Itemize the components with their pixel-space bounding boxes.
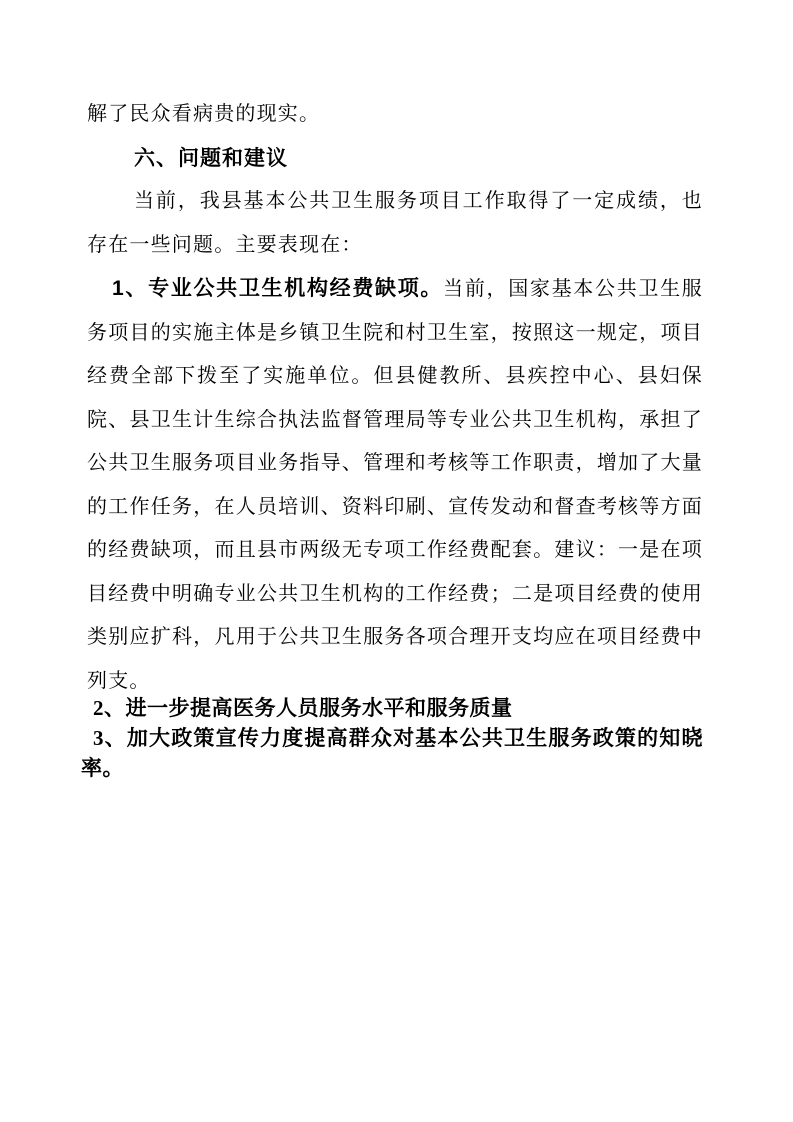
item-2-heading: 2、进一步提高医务人员服务水平和服务质量: [93, 696, 513, 720]
item-1-lead: 1、专业公共卫生机构经费缺项。: [112, 277, 444, 300]
item-1-paragraph: [87, 267, 703, 703]
suggestion-items: [81, 693, 703, 783]
document-content: [81, 93, 703, 783]
continuation-line: 解了民众看病贵的现实。: [87, 103, 321, 125]
section-heading: 六、问题和建议: [134, 146, 288, 170]
item-1-body: 当前，国家基本公共卫生服务项目的实施主体是乡镇卫生院和村卫生室，按照这一规定，项目经费全部下拨至了实施单位。但县健教所、县疾控中心、县妇保院、县卫生计生综合执法监督管理局等专业公共卫生机构，承担了公共卫生服务项目业务指导、管理和考核等工作职责，增加了大量的工作任务，在人员培训、资料印刷、宣传发动和督查考核等方面的经费缺项，而且县市两级无专项工作经费配套。建议：一是在项目经费中明确专业公共卫生机构的工作经费；二是项目经费的使用类别应扩科，凡用于公共卫生服务各项合理开支均应在项目经费中列支。: [87, 278, 703, 692]
intro-paragraph: 当前，我县基本公共卫生服务项目工作取得了一定成绩，也存在一些问题。主要表现在：: [87, 190, 703, 256]
item-3-heading: 3、加大政策宣传力度提高群众对基本公共卫生服务政策的知晓率。: [81, 726, 703, 780]
